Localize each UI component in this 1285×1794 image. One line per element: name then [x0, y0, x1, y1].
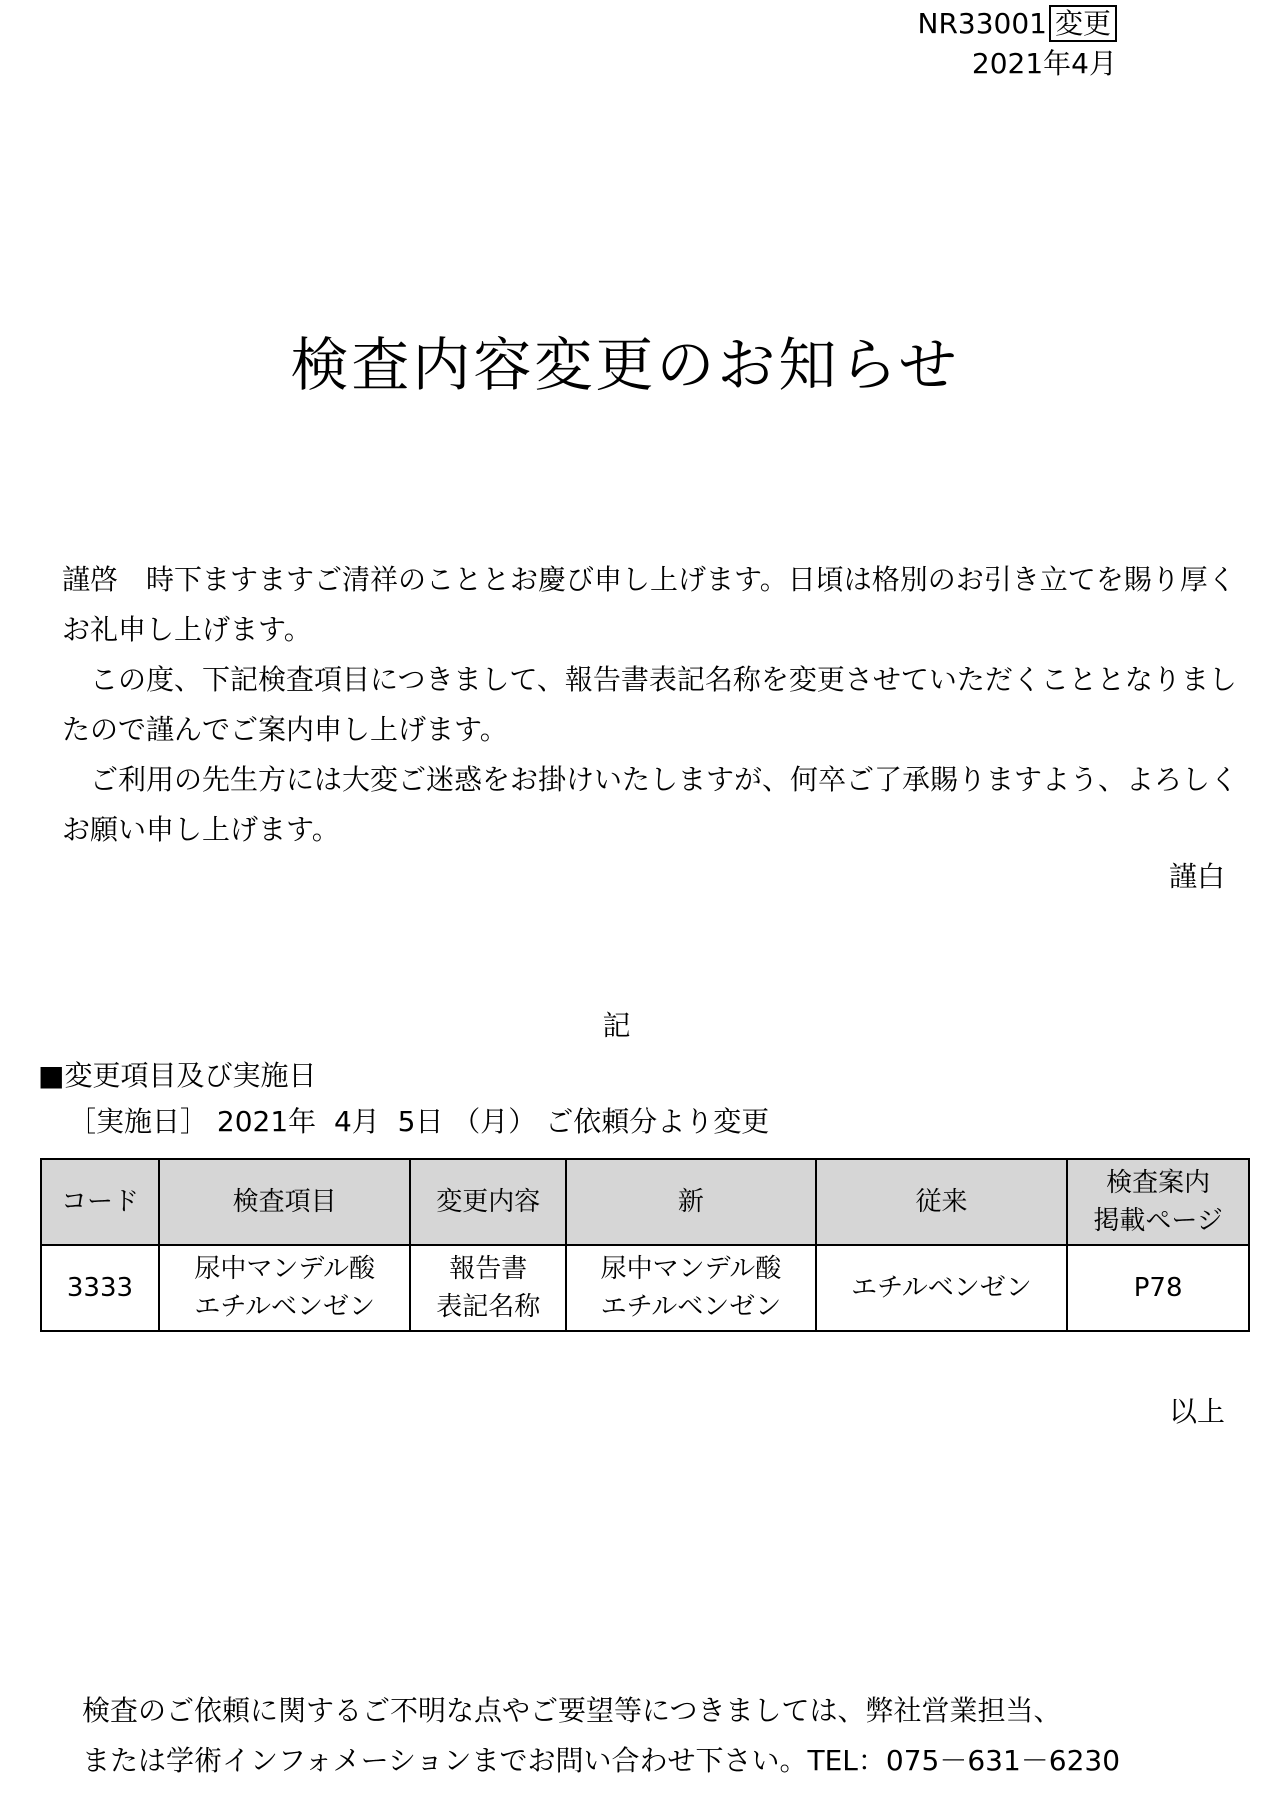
- closing-salutation: 謹白: [1168, 860, 1225, 893]
- change-table: [40, 1158, 1250, 1332]
- cell-item-line1: 尿中マンデル酸: [194, 1254, 376, 1284]
- document-number: [918, 6, 1118, 42]
- header-page: [1067, 1159, 1249, 1245]
- table-header-row: [41, 1159, 1249, 1245]
- header-page-line2: 掲載ページ: [1093, 1206, 1223, 1236]
- implementation-date: ［実施日］ 2021年 4月 5日 （月） ご依頼分より変更: [68, 1105, 770, 1138]
- footer-line2: または学術インフォメーションまでお問い合わせ下さい。TEL：075－631－6230: [82, 1744, 1121, 1777]
- cell-new: [566, 1245, 816, 1331]
- greeting-paragraph: 謹啓 時下ますますご清祥のこととお慶び申し上げます。日頃は格別のお引き立てを賜り厚くお礼申し上げます。: [62, 563, 1236, 646]
- cell-change-line2: 表記名称: [436, 1292, 541, 1322]
- contact-footer: [82, 1686, 1262, 1786]
- change-tag: 変更: [1049, 5, 1117, 42]
- end-marker: 以上: [1168, 1395, 1225, 1428]
- announcement-paragraph: この度、下記検査項目につきまして、報告書表記名称を変更させていただくこととなりましたので謹んでご案内申し上げます。: [62, 663, 1237, 746]
- cell-new-line2: エチルベンゼン: [600, 1292, 782, 1322]
- document-date: 2021年4月: [971, 47, 1117, 80]
- cell-change-line1: 報告書: [449, 1254, 528, 1284]
- table-row: [41, 1245, 1249, 1331]
- cell-new-line1: 尿中マンデル酸: [600, 1254, 782, 1284]
- cell-item-line2: エチルベンゼン: [194, 1292, 376, 1322]
- footer-line1: 検査のご依頼に関するご不明な点やご要望等につきましては、弊社営業担当、: [82, 1694, 1062, 1727]
- section-heading: ■変更項目及び実施日: [38, 1059, 317, 1092]
- header-old: 従来: [816, 1159, 1068, 1245]
- ki-heading: 記: [602, 1009, 631, 1042]
- header-item: 検査項目: [159, 1159, 411, 1245]
- cell-old: エチルベンゼン: [816, 1245, 1068, 1331]
- header-code: コード: [41, 1159, 159, 1245]
- cell-item: [159, 1245, 411, 1331]
- cell-code: 3333: [41, 1245, 159, 1331]
- document-number-text: NR33001: [917, 7, 1047, 40]
- header-new: 新: [566, 1159, 816, 1245]
- page-title: 検査内容変更のお知らせ: [290, 331, 960, 399]
- apology-paragraph: ご利用の先生方には大変ご迷惑をお掛けいたしますが、何卒ご了承賜りますよう、よろしくお願い申し上げます。: [62, 763, 1239, 846]
- header-page-line1: 検査案内: [1106, 1168, 1211, 1198]
- cell-page: P78: [1067, 1245, 1249, 1331]
- cell-change: [410, 1245, 566, 1331]
- header-change: 変更内容: [410, 1159, 566, 1245]
